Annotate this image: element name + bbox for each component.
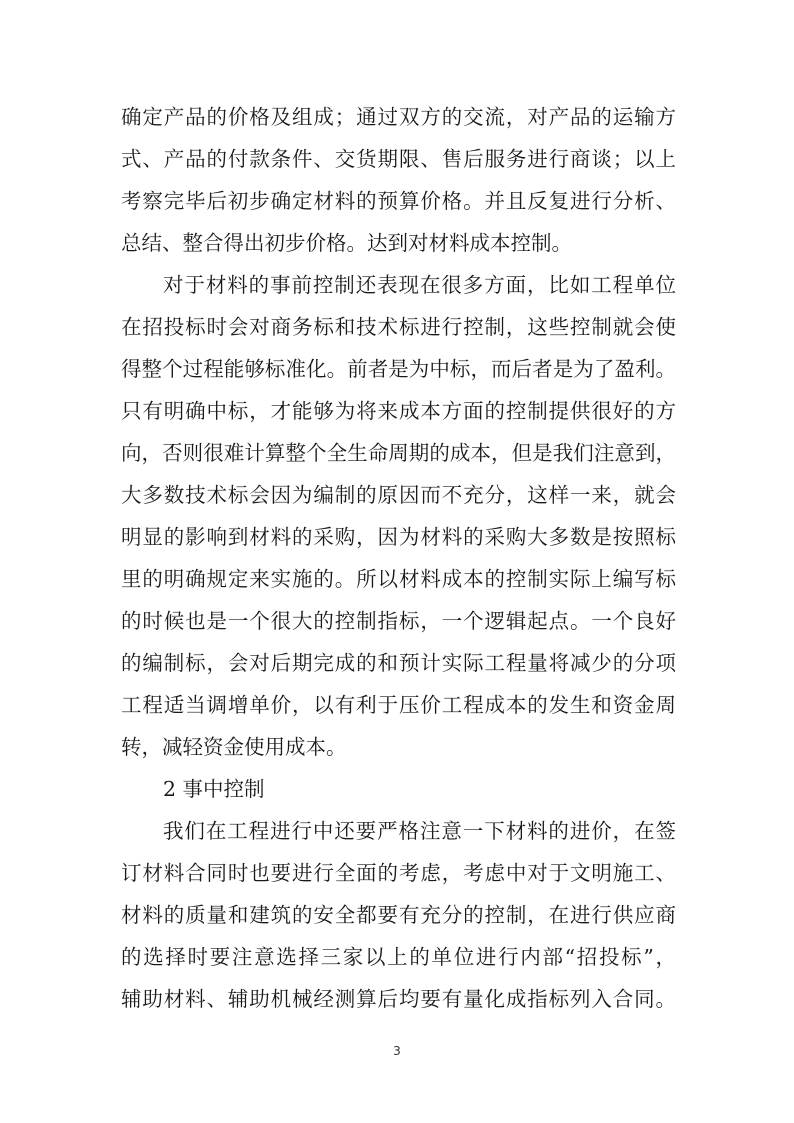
text-line-8: 只有明确中标，才能够为将来成本方面的控制提供很好的方 (121, 399, 676, 423)
text-line-2: 式、产品的付款条件、交货期限、售后服务进行商谈；以上 (121, 147, 676, 171)
text-line-15: 工程适当调增单价，以有利于压价工程成本的发生和资金周 (121, 693, 676, 717)
section-heading: 2 事中控制 (163, 777, 265, 801)
text-line-11: 明显的影响到材料的采购，因为材料的采购大多数是按照标 (121, 525, 676, 549)
text-line-1: 确定产品的价格及组成；通过双方的交流，对产品的运输方 (121, 105, 676, 129)
text-line-9: 向，否则很难计算整个全生命周期的成本，但是我们注意到， (121, 441, 676, 465)
text-line-13: 的时候也是一个很大的控制指标，一个逻辑起点。一个良好 (121, 609, 676, 633)
text-line-10: 大多数技术标会因为编制的原因而不充分，这样一来，就会 (121, 483, 676, 507)
text-line-12: 里的明确规定来实施的。所以材料成本的控制实际上编写标 (121, 567, 676, 591)
text-line-16: 转，减轻资金使用成本。 (121, 735, 347, 759)
text-line-5: 对于材料的事前控制还表现在很多方面，比如工程单位 (163, 273, 676, 297)
text-line-21: 的选择时要注意选择三家以上的单位进行内部“招投标”， (121, 945, 676, 969)
text-line-22: 辅助材料、辅助机械经测算后均要有量化成指标列入合同。 (121, 987, 676, 1011)
text-line-3: 考察完毕后初步确定材料的预算价格。并且反复进行分析、 (121, 189, 676, 213)
text-line-6: 在招投标时会对商务标和技术标进行控制，这些控制就会使 (121, 315, 676, 339)
text-line-19: 订材料合同时也要进行全面的考虑，考虑中对于文明施工、 (121, 861, 676, 885)
page-number: 3 (393, 1044, 401, 1058)
text-line-7: 得整个过程能够标准化。前者是为中标，而后者是为了盈利。 (121, 357, 676, 381)
text-line-4: 总结、整合得出初步价格。达到对材料成本控制。 (121, 231, 572, 255)
text-line-18: 我们在工程进行中还要严格注意一下材料的进价，在签 (163, 819, 676, 843)
text-line-14: 的编制标，会对后期完成的和预计实际工程量将减少的分项 (121, 651, 676, 675)
text-line-20: 材料的质量和建筑的安全都要有充分的控制，在进行供应商 (121, 903, 676, 927)
